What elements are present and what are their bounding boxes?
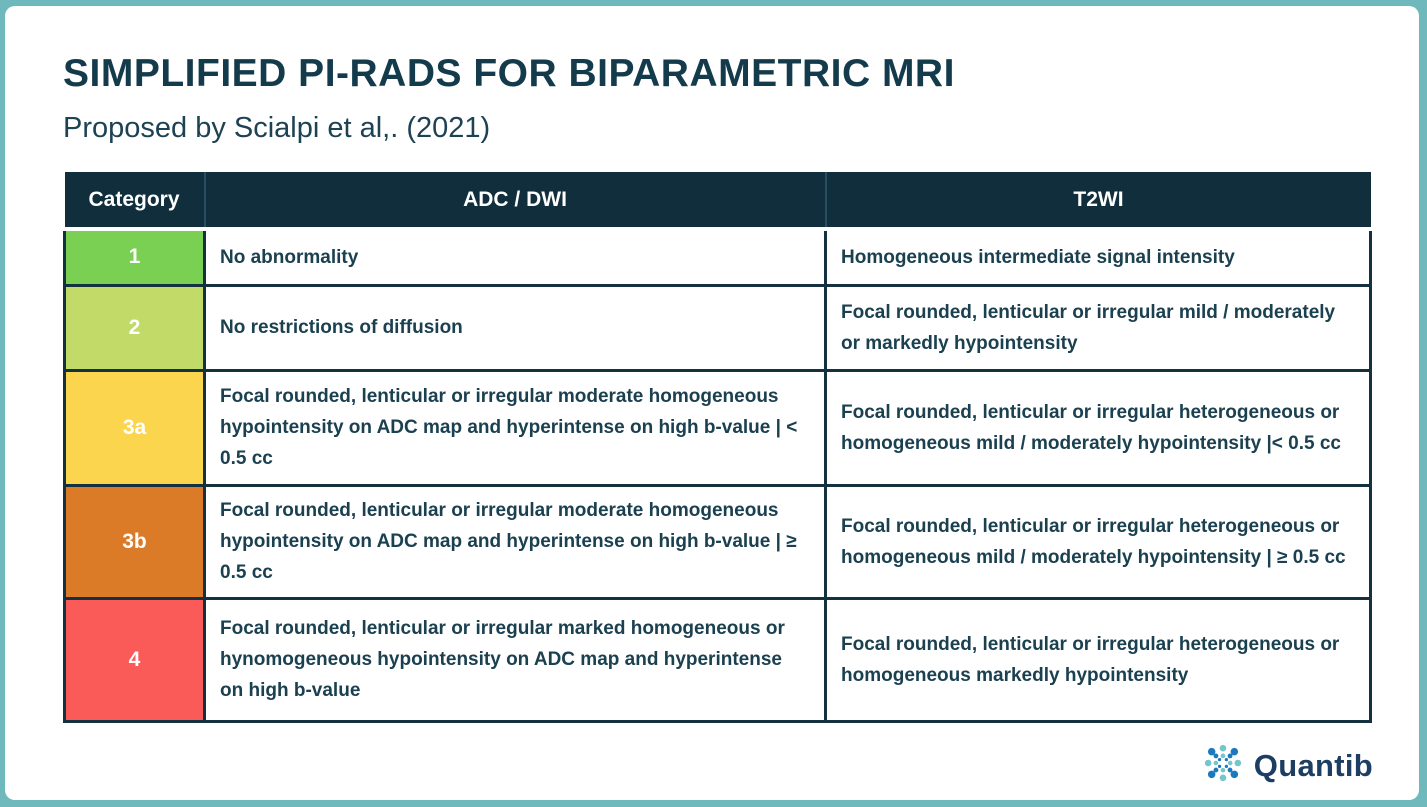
table-row <box>65 598 1371 721</box>
page-title: SIMPLIFIED PI-RADS FOR BIPARAMETRIC MRI <box>63 52 955 95</box>
t2wi-cell: Focal rounded, lenticular or irregular mild / moderately or markedly hypointensity <box>826 285 1371 370</box>
adc-dwi-cell: Focal rounded, lenticular or irregular moderate homogeneous hypointensity on ADC map and hyperintense on high b-value | < 0.5 cc <box>205 370 826 485</box>
category-cell: 2 <box>65 285 205 370</box>
category-cell: 4 <box>65 598 205 721</box>
header-adc-dwi: ADC / DWI <box>205 172 826 229</box>
logo-wordmark: Quantib <box>1253 747 1373 783</box>
t2wi-cell: Focal rounded, lenticular or irregular heterogeneous or homogeneous mild / moderately hypointensity | ≥ 0.5 cc <box>826 485 1371 598</box>
category-cell: 1 <box>65 229 205 285</box>
table-row <box>65 370 1371 485</box>
category-cell: 3a <box>65 370 205 485</box>
table-row <box>65 485 1371 598</box>
pirads-table <box>63 172 1372 723</box>
t2wi-cell: Focal rounded, lenticular or irregular heterogeneous or homogeneous markedly hypointensity <box>826 598 1371 721</box>
content-panel <box>5 6 1419 800</box>
table-header-row <box>65 172 1371 229</box>
adc-dwi-cell: Focal rounded, lenticular or irregular moderate homogeneous hypointensity on ADC map and hyperintense on high b-value | ≥ 0.5 cc <box>205 485 826 598</box>
quantib-logo <box>1201 741 1373 790</box>
table-row <box>65 285 1371 370</box>
header-t2wi: T2WI <box>826 172 1371 229</box>
table-row <box>65 229 1371 285</box>
t2wi-cell: Focal rounded, lenticular or irregular heterogeneous or homogeneous mild / moderately hypointensity |< 0.5 cc <box>826 370 1371 485</box>
category-cell: 3b <box>65 485 205 598</box>
header-category: Category <box>65 172 205 229</box>
adc-dwi-cell: No abnormality <box>205 229 826 285</box>
adc-dwi-cell: No restrictions of diffusion <box>205 285 826 370</box>
molecule-dots-icon <box>1201 741 1245 790</box>
adc-dwi-cell: Focal rounded, lenticular or irregular marked homogeneous or hynomogeneous hypointensity on ADC map and hyperintense on high b-value <box>205 598 826 721</box>
page-subtitle: Proposed by Scialpi et al,. (2021) <box>63 112 491 144</box>
t2wi-cell: Homogeneous intermediate signal intensity <box>826 229 1371 285</box>
